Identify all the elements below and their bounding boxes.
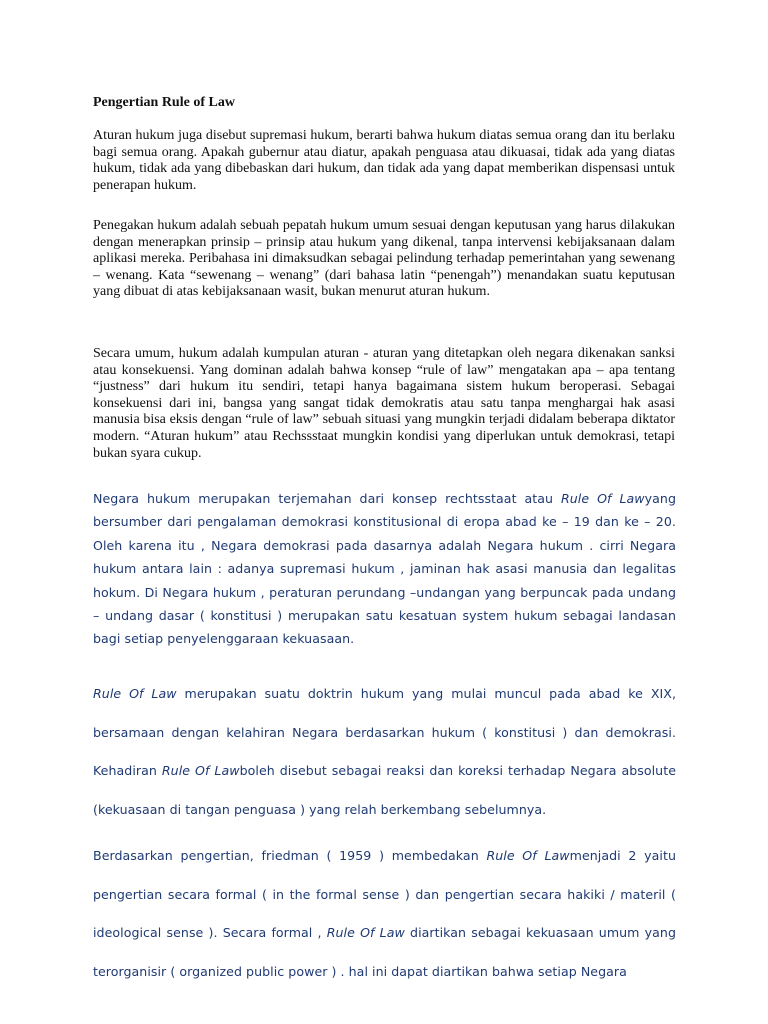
- document-title: Pengertian Rule of Law: [93, 95, 235, 110]
- paragraph-secara-umum: Secara umum, hukum adalah kumpulan aturan - aturan yang ditetapkan oleh negara dikenakan sanksi atau konsekuensi. Yang dominan adalah bahwa konsep “rule of law” mengatakan apa – apa tentang “justness” dari hukum itu sendiri, tetapi hanya bagaimana sistem hukum beroperasi. Sebagai konsekuensi dari ini, bangsa yang sangat tidak demokratis atau satu tanpa menghargai hak asasi manusia bisa eksis dengan “rule of law” sebuah situasi yang mungkin terjadi didalam beberapa diktator modern. “Aturan hukum” atau Rechssstaat mungkin kondisi yang diperlukan untuk demokrasi, tetapi bukan syara cukup.: [93, 346, 675, 461]
- text-span: boleh disebut sebagai reaksi dan koreksi terhadap Negara absolute (kekuasaan di tangan penguasa ) yang relah berkembang sebelumnya.: [93, 763, 677, 817]
- paragraph-friedman: [93, 837, 676, 991]
- paragraph-aturan-hukum: Aturan hukum juga disebut supremasi hukum, berarti bahwa hukum diatas semua orang dan itu berlaku bagi semua orang. Apakah gubernur atau diatur, apakah penguasa atau dikuasai, tidak ada yang diatas hukum, tidak ada yang dibebaskan dari hukum, dan tidak ada yang dapat memberikan dispensasi untuk penerapan hukum.: [93, 128, 675, 193]
- text-span: Berdasarkan pengertian, friedman ( 1959 ) membedakan: [93, 848, 487, 863]
- text-span: menjadi 2 yaitu pengertian secara formal ( in the formal sense ) dan pengertian secara hakiki / materil ( ideological sense ). Secara formal ,: [93, 848, 676, 940]
- rule-of-law-term: Rule Of Law: [326, 925, 405, 940]
- rule-of-law-term: Rule Of Law: [486, 848, 570, 863]
- rule-of-law-term: Rule Of Law: [93, 686, 177, 701]
- paragraph-negara-hukum: [93, 487, 676, 651]
- text-span: diartikan sebagai kekuasaan umum yang terorganisir ( organized public power ) . hal ini dapat diartikan bahwa setiap Negara: [93, 925, 677, 979]
- rule-of-law-term: Rule Of Law: [161, 763, 240, 778]
- text-span: merupakan suatu doktrin hukum yang mulai muncul pada abad ke XIX, bersamaan dengan kelahiran Negara berdasarkan hukum ( konstitusi ) dan demokrasi. Kehadiran: [93, 686, 676, 778]
- rule-of-law-term: Rule Of Law: [560, 491, 645, 506]
- paragraph-penegakan-hukum: Penegakan hukum adalah sebuah pepatah hukum umum sesuai dengan keputusan yang harus dilakukan dengan menerapkan prinsip – prinsip atau hukum yang dikenal, tanpa intervensi kebijaksanaan dalam aplikasi mereka. Peribahasa ini dimaksudkan sebagai pelindung terhadap pemerintahan yang sewenang – wenang. Kata “sewenang – wenang” (dari bahasa latin “penengah”) menandakan suatu keputusan yang dibuat di atas kebijaksanaan wasit, bukan menurut aturan hukum.: [93, 218, 675, 300]
- text-span: yang bersumber dari pengalaman demokrasi konstitusional di eropa abad ke – 19 dan ke – 20. Oleh karena itu , Negara demokrasi pada dasarnya adalah Negara hukum . cirri Negara hukum antara lain : adanya supremasi hukum , jaminan hak asasi manusia dan legalitas hokum. Di Negara hukum , peraturan perundang –undangan yang berpuncak pada undang – undang dasar ( konstitusi ) merupakan satu kesatuan system hukum sebagai landasan bagi setiap penyelenggaraan kekuasaan.: [93, 491, 676, 647]
- paragraph-doktrin-rule-of-law: [93, 675, 676, 829]
- text-span: Negara hukum merupakan terjemahan dari konsep rechtsstaat atau: [93, 491, 561, 506]
